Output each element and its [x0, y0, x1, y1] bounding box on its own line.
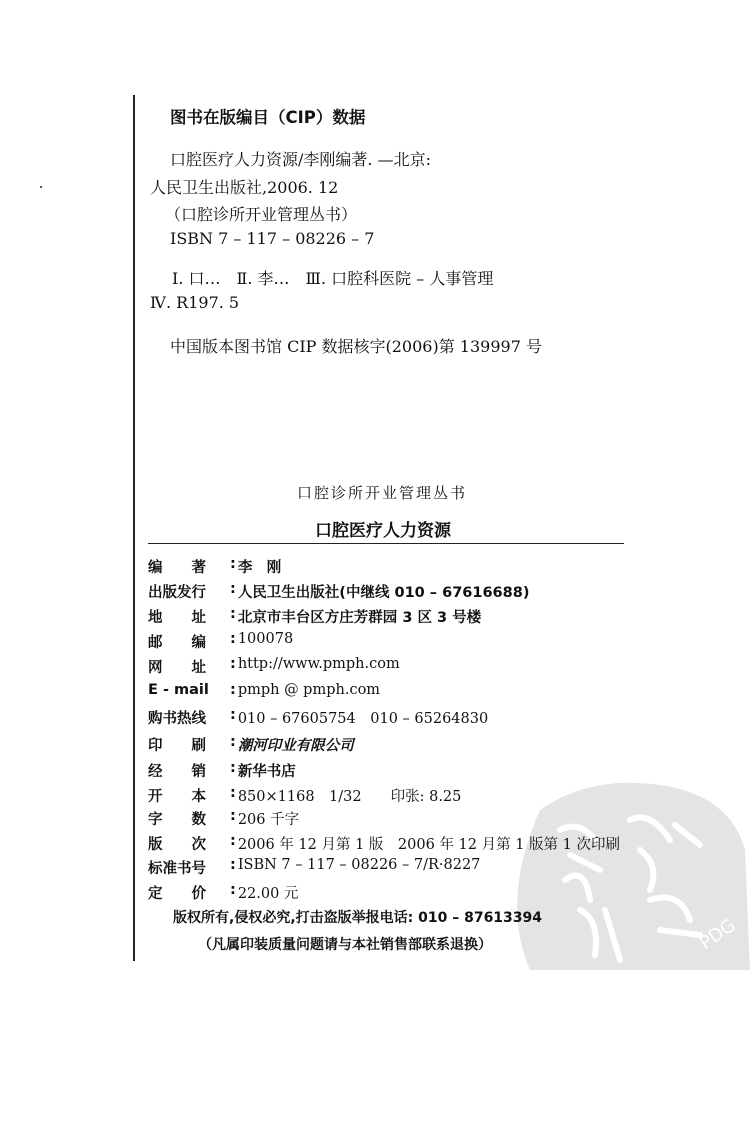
info-label: 定 价 — [148, 886, 206, 902]
info-value: 100078 — [237, 631, 294, 647]
cip-line: Ⅳ. R197. 5 — [150, 293, 240, 312]
cip-line: ISBN 7 – 117 – 08226 – 7 — [170, 229, 375, 248]
cip-line: （口腔诊所开业管理丛书） — [165, 205, 358, 224]
info-value: 850×1168 1/32 印张: 8.25 — [237, 789, 462, 805]
info-label: E - mail — [148, 682, 209, 698]
info-value: 010 – 67605754 010 – 65264830 — [237, 711, 489, 727]
info-value: 潮河印业有限公司 — [237, 738, 354, 754]
info-value: 22.00 元 — [237, 886, 299, 902]
info-value: pmph @ pmph.com — [237, 682, 381, 698]
info-label: 字 数 — [148, 812, 206, 828]
cip-heading: 图书在版编目（CIP）数据 — [170, 108, 366, 127]
info-row: 标准书号 : ISBN 7 – 117 – 08226 – 7/R·8227 — [148, 857, 481, 877]
cip-line: 口腔医疗人力资源/李刚编著. —北京: — [170, 150, 431, 169]
info-row: E - mail : pmph @ pmph.com — [148, 682, 381, 698]
info-label: 标准书号 — [148, 861, 206, 877]
info-label: 版 次 — [148, 837, 206, 853]
info-row: 定 价 : 22.00 元 — [148, 882, 299, 902]
info-row: 地 址 : 北京市丰台区方庄芳群园 3 区 3 号楼 — [148, 606, 482, 626]
info-value: 新华书店 — [237, 764, 296, 780]
info-label: 出版发行 — [148, 585, 206, 601]
seal-text: PDG — [695, 914, 740, 955]
info-value: 北京市丰台区方庄芳群园 3 区 3 号楼 — [237, 610, 482, 626]
copyright-notice: 版权所有,侵权必究,打击盗版举报电话: 010 – 87613394 — [173, 910, 543, 926]
return-notice: （凡属印装质量问题请与本社销售部联系退换） — [198, 937, 492, 953]
series-name: 口腔诊所开业管理丛书 — [297, 484, 468, 502]
info-row: 编 著 : 李 刚 — [148, 556, 282, 576]
info-label: 开 本 — [148, 789, 206, 805]
scan-speck — [40, 186, 42, 188]
cip-line: 人民卫生出版社,2006. 12 — [150, 178, 339, 197]
info-label: 地 址 — [148, 610, 206, 626]
info-row: 开 本 : 850×1168 1/32 印张: 8.25 — [148, 785, 462, 805]
info-row: 购书热线 : 010 – 67605754 010 – 65264830 — [148, 707, 489, 727]
info-label: 网 址 — [148, 660, 206, 676]
cip-line: Ⅰ. 口… Ⅱ. 李… Ⅲ. 口腔科医院 – 人事管理 — [172, 269, 494, 288]
info-label: 印 刷 — [148, 738, 206, 754]
info-row: 印 刷 : 潮河印业有限公司 — [148, 734, 354, 754]
info-row: 经 销 : 新华书店 — [148, 760, 296, 780]
info-value: ISBN 7 – 117 – 08226 – 7/R·8227 — [237, 857, 481, 873]
info-row: 邮 编 : 100078 — [148, 631, 294, 651]
info-label: 编 著 — [148, 560, 206, 576]
info-value: 206 千字 — [237, 812, 300, 828]
seal-watermark — [500, 770, 750, 970]
book-title: 口腔医疗人力资源 — [315, 521, 451, 541]
info-row: 版 次 : 2006 年 12 月第 1 版 2006 年 12 月第 1 版第 1 次印刷 — [148, 833, 621, 853]
info-label: 邮 编 — [148, 635, 206, 651]
info-row: 出版发行 : 人民卫生出版社(中继线 010 – 67616688) — [148, 581, 530, 601]
info-value: 李 刚 — [237, 560, 282, 576]
info-row: 字 数 : 206 千字 — [148, 808, 300, 828]
margin-line — [133, 95, 135, 961]
info-value: 人民卫生出版社(中继线 010 – 67616688) — [237, 585, 530, 601]
info-label: 购书热线 — [148, 711, 206, 727]
info-value: 2006 年 12 月第 1 版 2006 年 12 月第 1 版第 1 次印刷 — [237, 837, 621, 853]
info-row: 网 址 : http://www.pmph.com — [148, 656, 400, 676]
info-value: http://www.pmph.com — [237, 656, 400, 672]
info-label: 经 销 — [148, 764, 206, 780]
title-rule — [148, 543, 624, 544]
cip-line: 中国版本图书馆 CIP 数据核字(2006)第 139997 号 — [170, 337, 542, 356]
